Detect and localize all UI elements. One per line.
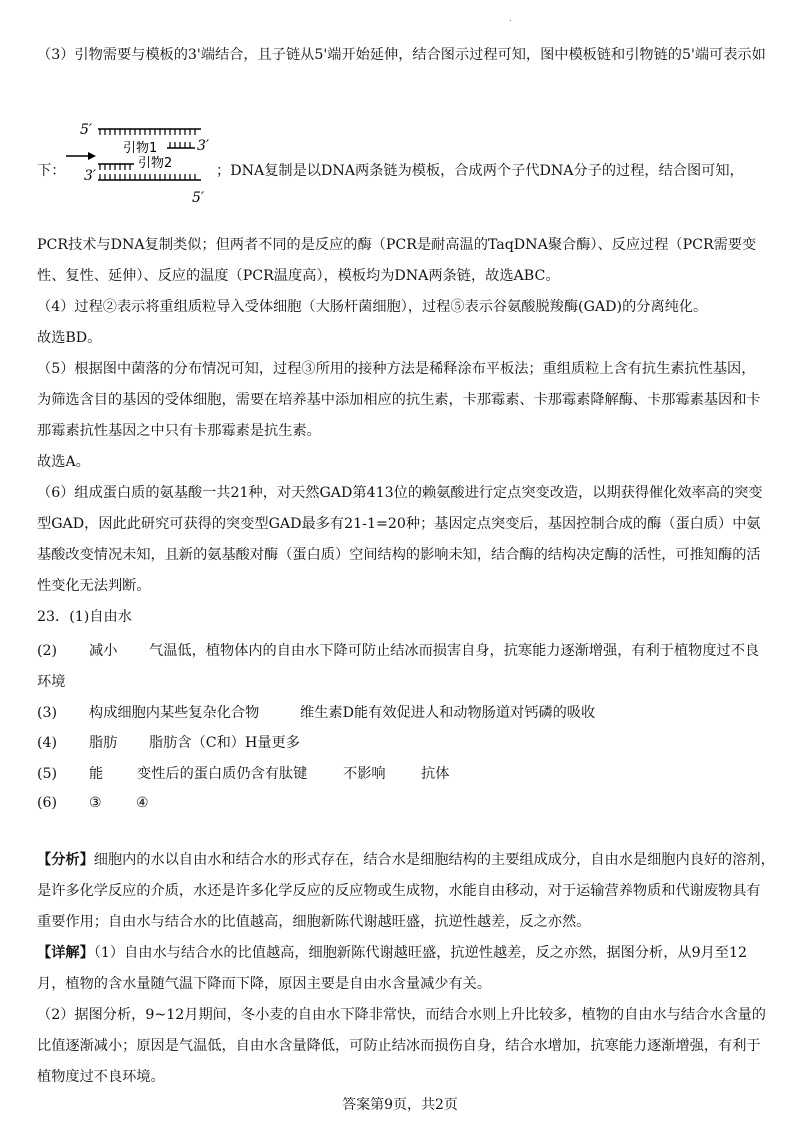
answer-4-part-2: 脂肪含（C和）H量更多	[149, 735, 300, 751]
top-strand-ticks	[100, 129, 195, 135]
para-5-line-1: （5）根据图中菌落的分布情况可知，过程③所用的接种方法是稀释涂布平板法；重组质粒上含有抗生素抗性基因，	[37, 361, 756, 377]
para-3-line-4: 性、复性、延伸）、反应的温度（PCR温度高），模板均为DNA两条链，故选ABC。	[37, 268, 560, 284]
para-4-line-2: 故选BD。	[37, 330, 102, 346]
answer-6-part-1: ③	[89, 795, 102, 811]
detail-line-5: 植物度过不良环境。	[37, 1069, 165, 1085]
analysis-line-3: 重要作用；自由水与结合水的比值越高，细胞新陈代谢越旺盛，抗逆性越差，反之亦然。	[37, 914, 591, 930]
answer-5-part-4: 抗体	[421, 766, 450, 782]
para-6-line-4: 性变化无法判断。	[37, 578, 151, 594]
primer-1-label: 引物1	[123, 141, 158, 156]
diagram-bottom-5-prime: 5′	[192, 190, 205, 206]
para-3-line-2-prefix: 下：	[37, 163, 66, 179]
detail-tag: 【详解】	[37, 945, 94, 961]
analysis-line-1	[37, 846, 775, 875]
answer-4-part-1: 脂肪	[89, 735, 118, 751]
para-5-line-4: 故选A。	[37, 454, 90, 470]
para-5-line-3: 那霉素抗性基因之中只有卡那霉素是抗生素。	[37, 423, 321, 439]
primer-diagram	[66, 118, 226, 206]
answer-2-part-1: 减小	[89, 643, 118, 659]
analysis-line-2: 是许多化学反应的介质，水还是许多化学反应的反应物或生成物，水能自由移动，对于运输营养物质和代谢废物具有	[37, 883, 761, 899]
answer-5-part-1: 能	[89, 766, 104, 782]
diagram-top-5-prime: 5′	[80, 122, 93, 138]
diagram-top-3-prime: 3′	[197, 138, 210, 154]
answer-6-number: (6)	[37, 795, 58, 811]
answer-4-number: (4)	[37, 735, 58, 751]
answer-2-part-2: 气温低，植物体内的自由水下降可防止结冰而损害自身，抗寒能力逐渐增强，有利于植物度过不良	[149, 643, 760, 659]
answer-5-number: (5)	[37, 766, 58, 782]
answer-6-part-2: ④	[136, 795, 149, 811]
primer-2-label: 引物2	[138, 156, 173, 171]
answer-3-row	[37, 699, 767, 728]
question-23-answer-1: 23．(1)自由水	[37, 609, 132, 625]
para-6-line-2: 型GAD，因此此研究可获得的突变型GAD最多有21-1=20种；基因定点突变后，基因控制合成的酶（蛋白质）中氨	[37, 516, 761, 532]
analysis-tag: 【分析】	[37, 852, 94, 868]
para-3-line-2-suffix: ；DNA复制是以DNA两条链为模板，合成两个子代DNA分子的过程，结合图可知，	[216, 163, 744, 179]
answer-2-part-3: 环境	[37, 674, 66, 690]
para-3-line-3: PCR技术与DNA复制类似；但两者不同的是反应的酶（PCR是耐高温的TaqDNA聚合酶）、反应过程（PCR需要变	[37, 237, 757, 253]
detail-line-3: （2）据图分析，9~12月期间，冬小麦的自由水下降非常快，而结合水则上升比较多，植物的自由水与结合水含量的	[37, 1007, 766, 1023]
para-4-line-1: （4）过程②表示将重组质粒导入受体细胞（大肠杆菌细胞），过程⑤表示谷氨酸脱羧酶(GAD)的分离纯化。	[37, 299, 708, 315]
para-3-line-1: （3）引物需要与模板的3'端结合，且子链从5'端开始延伸，结合图示过程可知，图中模板链和引物链的5'端可表示如	[37, 47, 766, 63]
direction-arrow	[88, 152, 96, 160]
para-5-line-2: 为筛选含目的基因的受体细胞，需要在培养基中添加相应的抗生素，卡那霉素、卡那霉素降解酶、卡那霉素基因和卡	[37, 392, 761, 408]
answer-5-part-2: 变性后的蛋白质仍含有肽键	[137, 766, 308, 782]
top-dot: .	[509, 14, 512, 23]
answer-4-row	[37, 729, 767, 758]
answer-6-row	[37, 789, 767, 818]
detail-line-1	[37, 939, 767, 968]
answer-3-number: (3)	[37, 705, 58, 721]
page-footer: 答案第9页，共2页	[342, 1097, 458, 1113]
answer-2-number: (2)	[37, 643, 58, 659]
para-6-line-1: （6）组成蛋白质的氨基酸一共21种，对天然GAD第413位的赖氨酸进行定点突变改造，以期获得催化效率高的突变	[37, 485, 763, 501]
detail-line-4: 比值逐渐减小；原因是气温低，自由水含量降低，可防止结冰而损伤自身，结合水增加，抗寒能力逐渐增强，有利于	[37, 1038, 761, 1054]
analysis-line-1-text: 细胞内的水以自由水和结合水的形式存在，结合水是细胞结构的主要组成成分，自由水是细胞内良好的溶剂，	[93, 852, 775, 868]
answer-3-part-1: 构成细胞内某些复杂化合物	[89, 705, 260, 721]
detail-line-2: 月，植物的含水量随气温下降而下降，原因主要是自由水含量减少有关。	[37, 976, 492, 992]
diagram-bottom-3-prime: 3′	[84, 168, 97, 184]
para-6-line-3: 基酸改变情况未知，且新的氨基酸对酶（蛋白质）空间结构的影响未知，结合酶的结构决定酶的活性，可推知酶的活	[37, 547, 761, 563]
detail-line-1-text: （1）自由水与结合水的比值越高，细胞新陈代谢越旺盛，抗逆性越差，反之亦然，据图分析，从9月至12	[93, 945, 748, 961]
answer-3-part-2: 维生素D能有效促进人和动物肠道对钙磷的吸收	[300, 705, 596, 721]
answer-5-row	[37, 760, 767, 789]
answer-2-row	[37, 637, 767, 695]
answer-5-part-3: 不影响	[343, 766, 386, 782]
